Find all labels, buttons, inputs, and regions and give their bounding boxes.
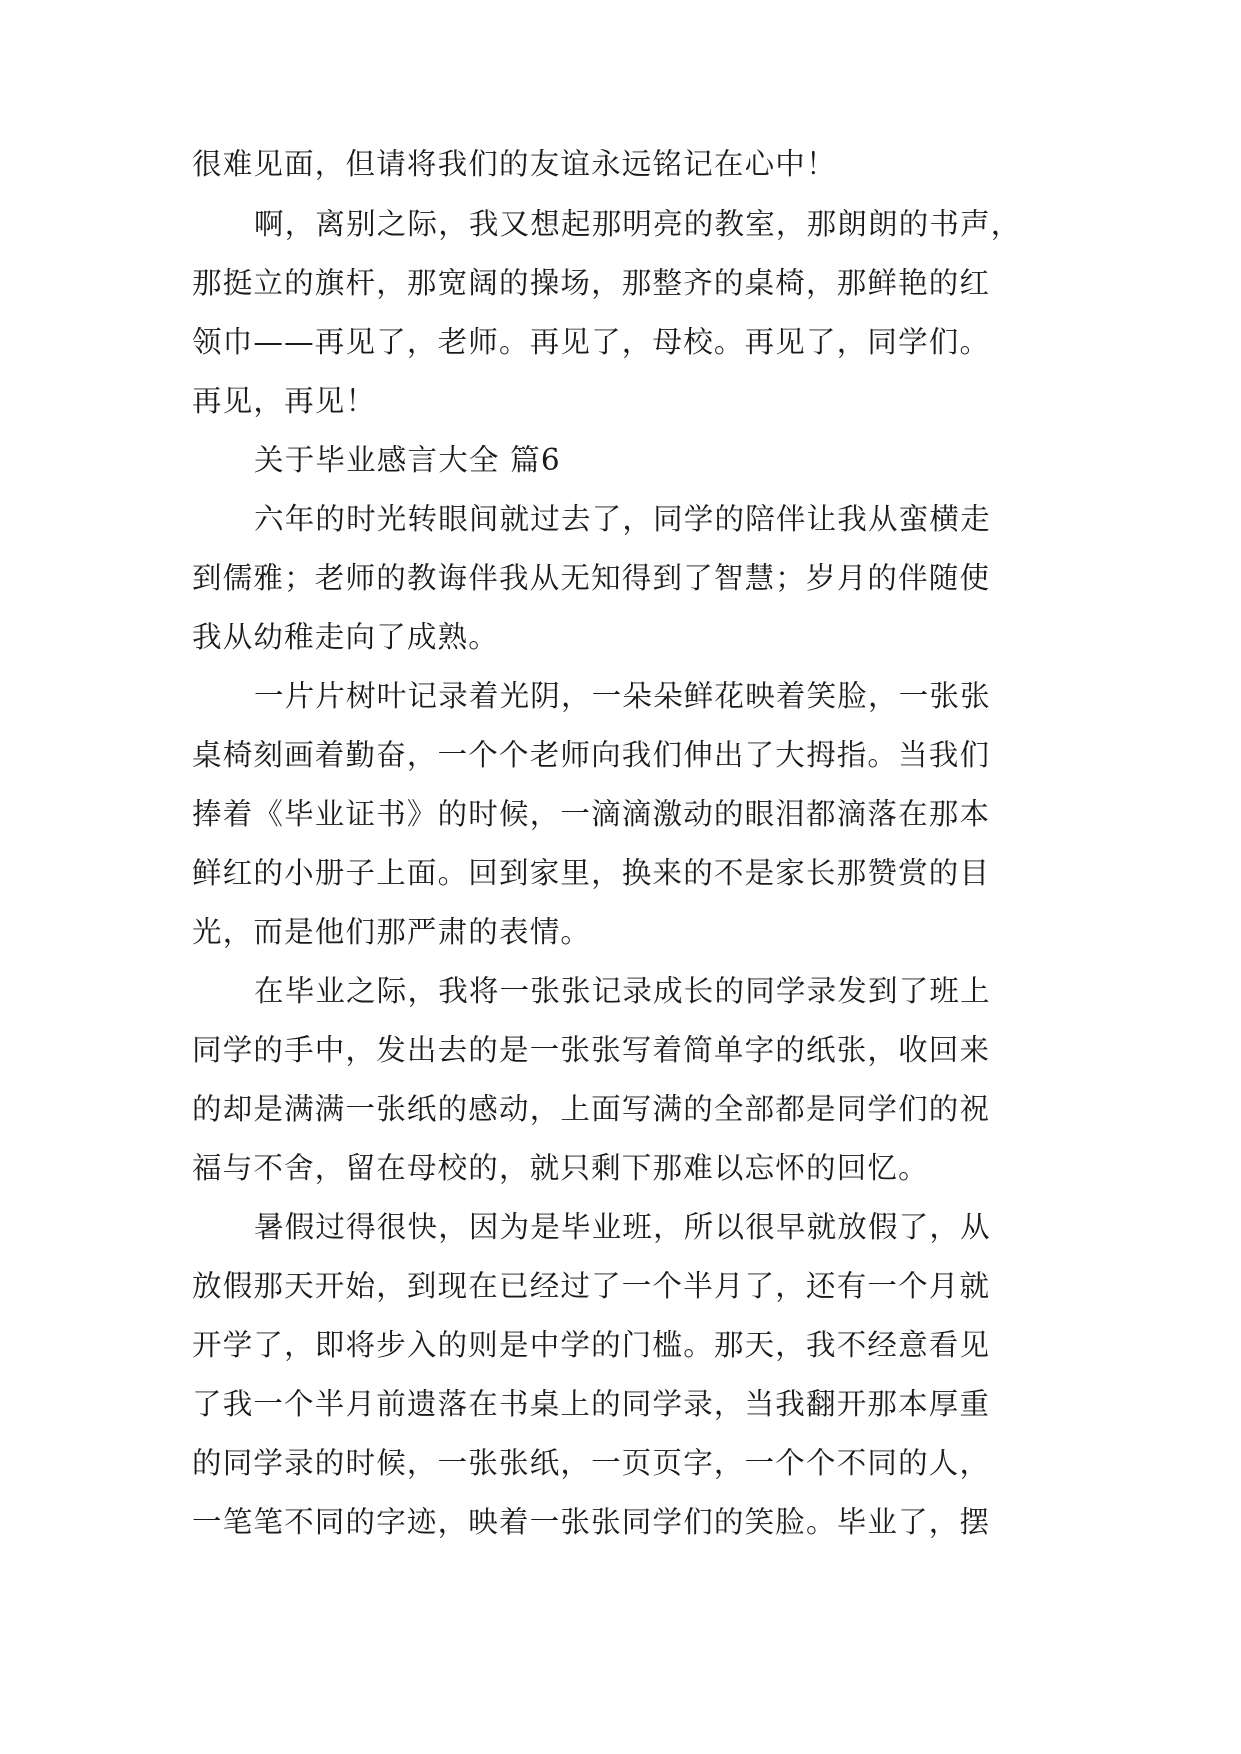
text-line: 放假那天开始，到现在已经过了一个半月了，还有一个月就 [192, 1269, 991, 1303]
text-line: 开学了，即将步入的则是中学的门槛。那天，我不经意看见 [192, 1328, 991, 1362]
text-line: 领巾——再见了，老师。再见了，母校。再见了，同学们。 [192, 325, 991, 359]
text-line: 的却是满满一张纸的感动，上面写满的全部都是同学们的祝 [192, 1092, 991, 1126]
text-line: 很难见面，但请将我们的友谊永远铭记在心中！ [192, 147, 837, 181]
paragraph-start-line: 暑假过得很快，因为是毕业班，所以很早就放假了，从 [254, 1210, 991, 1244]
paragraph-start-line: 在毕业之际，我将一张张记录成长的同学录发到了班上 [254, 974, 991, 1008]
section-heading: 关于毕业感言大全 篇6 [254, 443, 561, 477]
text-line: 鲜红的小册子上面。回到家里，换来的不是家长那赞赏的目 [192, 856, 991, 890]
text-line: 了我一个半月前遗落在书桌上的同学录，当我翻开那本厚重 [192, 1387, 991, 1421]
paragraph-start-line: 六年的时光转眼间就过去了，同学的陪伴让我从蛮横走 [254, 502, 991, 536]
paragraph-start-line: 啊，离别之际，我又想起那明亮的教室，那朗朗的书声， [254, 207, 1022, 241]
text-line: 桌椅刻画着勤奋，一个个老师向我们伸出了大拇指。当我们 [192, 738, 991, 772]
text-line: 到儒雅；老师的教诲伴我从无知得到了智慧；岁月的伴随使 [192, 561, 991, 595]
text-line: 的同学录的时候，一张张纸，一页页字，一个个不同的人， [192, 1446, 991, 1480]
text-line: 光，而是他们那严肃的表情。 [192, 915, 592, 949]
text-line: 一笔笔不同的字迹，映着一张张同学们的笑脸。毕业了，摆 [192, 1505, 991, 1539]
text-line: 福与不舍，留在母校的，就只剩下那难以忘怀的回忆。 [192, 1151, 929, 1185]
text-line: 捧着《毕业证书》的时候，一滴滴激动的眼泪都滴落在那本 [192, 797, 991, 831]
text-line: 同学的手中，发出去的是一张张写着简单字的纸张，收回来 [192, 1033, 991, 1067]
paragraph-start-line: 一片片树叶记录着光阴，一朵朵鲜花映着笑脸，一张张 [254, 679, 991, 713]
text-line: 那挺立的旗杆，那宽阔的操场，那整齐的桌椅，那鲜艳的红 [192, 266, 991, 300]
text-line: 我从幼稚走向了成熟。 [192, 620, 500, 654]
text-line: 再见，再见！ [192, 384, 377, 418]
